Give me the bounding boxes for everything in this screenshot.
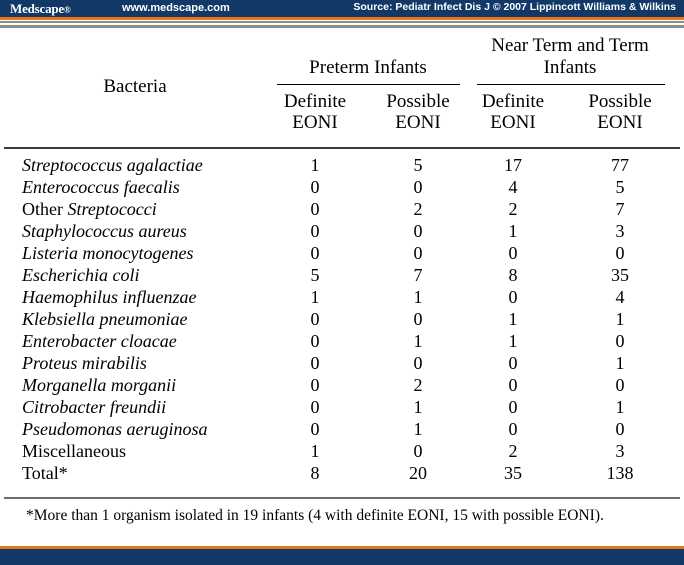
table-row [0,242,684,264]
sub-header-line1: Definite [481,91,545,112]
table-cell: 1 [413,419,423,439]
table-row [0,220,684,242]
table-cell: 3 [615,441,625,461]
table-row [0,286,684,308]
table-cell: 0 [310,309,320,329]
table-cell: 0 [310,221,320,241]
banner-orange-rule [0,17,684,20]
table-cell: 1 [413,397,423,417]
table-cell: 2 [413,375,423,395]
table-cell: 0 [310,199,320,219]
table-cell: 4 [615,287,625,307]
row-label-bacteria: Haemophilus influenzae [22,287,197,307]
sub-header-line1: Possible [588,91,652,112]
table-cell: 1 [310,441,320,461]
row-label-bacteria: Klebsiella pneumoniae [22,309,188,329]
column-header-preterm-possible-eoni [365,91,471,133]
medscape-logo [10,1,71,17]
row-label-prefix: Other [22,199,68,219]
sub-header-line1: Possible [386,91,450,112]
row-label-species: Streptococci [67,199,157,219]
table-header-bottom-rule [4,147,680,149]
column-header-preterm-definite-eoni [262,91,368,133]
row-label-bacteria: Pseudomonas aeruginosa [22,419,208,439]
table-cell: 1 [310,155,320,175]
table-cell: 0 [615,243,625,263]
row-label-bacteria: Miscellaneous [22,441,126,461]
table-cell: 5 [310,265,320,285]
table-cell: 0 [413,309,423,329]
table-cell: 1 [615,309,625,329]
table-row [0,396,684,418]
table-cell: 2 [508,199,518,219]
table-cell: 2 [413,199,423,219]
table-cell: 7 [413,265,423,285]
column-header-near-term-definite-eoni [460,91,566,133]
table-cell: 0 [413,353,423,373]
table-cell: 0 [310,353,320,373]
row-label-bacteria [22,198,157,220]
table-cell: 0 [413,441,423,461]
table-cell: 1 [508,221,518,241]
row-label-bacteria: Proteus mirabilis [22,353,147,373]
table-cell: 1 [615,397,625,417]
group-header-preterm-infants: Preterm Infants [309,57,427,78]
table-row [0,374,684,396]
table-row [0,462,684,484]
table-bottom-rule [4,497,680,499]
group-header-rule-preterm [277,84,460,85]
table-cell: 0 [310,375,320,395]
table-cell: 138 [606,463,634,483]
table-cell: 0 [508,287,518,307]
table-cell: 0 [508,375,518,395]
table-body [0,154,684,484]
table-cell: 0 [413,177,423,197]
table-row [0,176,684,198]
table-cell: 35 [504,463,522,483]
table-cell: 1 [508,309,518,329]
row-label-bacteria: Staphylococcus aureus [22,221,187,241]
group-header-near-term-and-term-infants: Near Term and Term Infants [491,35,649,78]
table-cell: 0 [413,221,423,241]
table-cell: 8 [310,463,320,483]
table-cell: 0 [310,397,320,417]
table-row [0,154,684,176]
table-cell: 1 [413,287,423,307]
row-label-bacteria: Escherichia coli [22,265,140,285]
column-header-near-term-possible-eoni [567,91,673,133]
table-cell: 1 [413,331,423,351]
table-cell: 0 [310,243,320,263]
table-cell: 0 [413,243,423,263]
table-row [0,264,684,286]
table-cell: 0 [615,375,625,395]
table-cell: 0 [310,331,320,351]
medscape-url[interactable]: www.medscape.com [122,2,230,14]
table-cell: 0 [615,419,625,439]
sub-header-line2: EONI [292,112,338,133]
table-cell: 1 [310,287,320,307]
sub-header-line2: EONI [395,112,441,133]
table-row [0,308,684,330]
column-header-bacteria: Bacteria [103,76,167,97]
source-bar [0,549,684,565]
table-cell: 4 [508,177,518,197]
table-cell: 77 [611,155,629,175]
table-cell: 5 [615,177,625,197]
table-cell: 7 [615,199,625,219]
row-label-bacteria: Enterobacter cloacae [22,331,177,351]
table-cell: 0 [615,331,625,351]
sub-header-line2: EONI [597,112,643,133]
table-cell: 0 [310,177,320,197]
table-cell: 2 [508,441,518,461]
table-cell: 5 [413,155,423,175]
row-label-bacteria: Citrobacter freundii [22,397,167,417]
row-label-bacteria: Listeria monocytogenes [22,243,194,263]
table-row [0,330,684,352]
sub-header-line2: EONI [490,112,536,133]
table-cell: 0 [310,419,320,439]
source-citation: Source: Pediatr Infect Dis J © 2007 Lippincott Williams & Wilkins [353,1,676,13]
row-label-bacteria: Total* [22,463,68,483]
row-label-bacteria: Streptococcus agalactiae [22,155,203,175]
table-cell: 0 [508,397,518,417]
registered-trademark-icon: ® [64,5,71,15]
table-row [0,198,684,220]
table-footnote: *More than 1 organism isolated in 19 infants (4 with definite EONI, 15 with possible EONI). [26,507,604,524]
table-cell: 3 [615,221,625,241]
table-cell: 1 [508,331,518,351]
table-cell: 1 [615,353,625,373]
medscape-logo-text: Medscape [10,1,64,16]
table-cell: 0 [508,353,518,373]
table-cell: 0 [508,419,518,439]
row-label-bacteria: Morganella morganii [22,375,177,395]
data-table [0,28,684,502]
banner-gray-rule-upper [0,21,684,23]
group-header-rule-near-term [477,84,665,85]
table-row [0,440,684,462]
table-cell: 35 [611,265,629,285]
table-row [0,352,684,374]
table-cell: 8 [508,265,518,285]
sub-header-line1: Definite [283,91,347,112]
table-cell: 17 [504,155,522,175]
table-cell: 0 [508,243,518,263]
row-label-bacteria: Enterococcus faecalis [22,177,180,197]
table-row [0,418,684,440]
table-cell: 20 [409,463,427,483]
